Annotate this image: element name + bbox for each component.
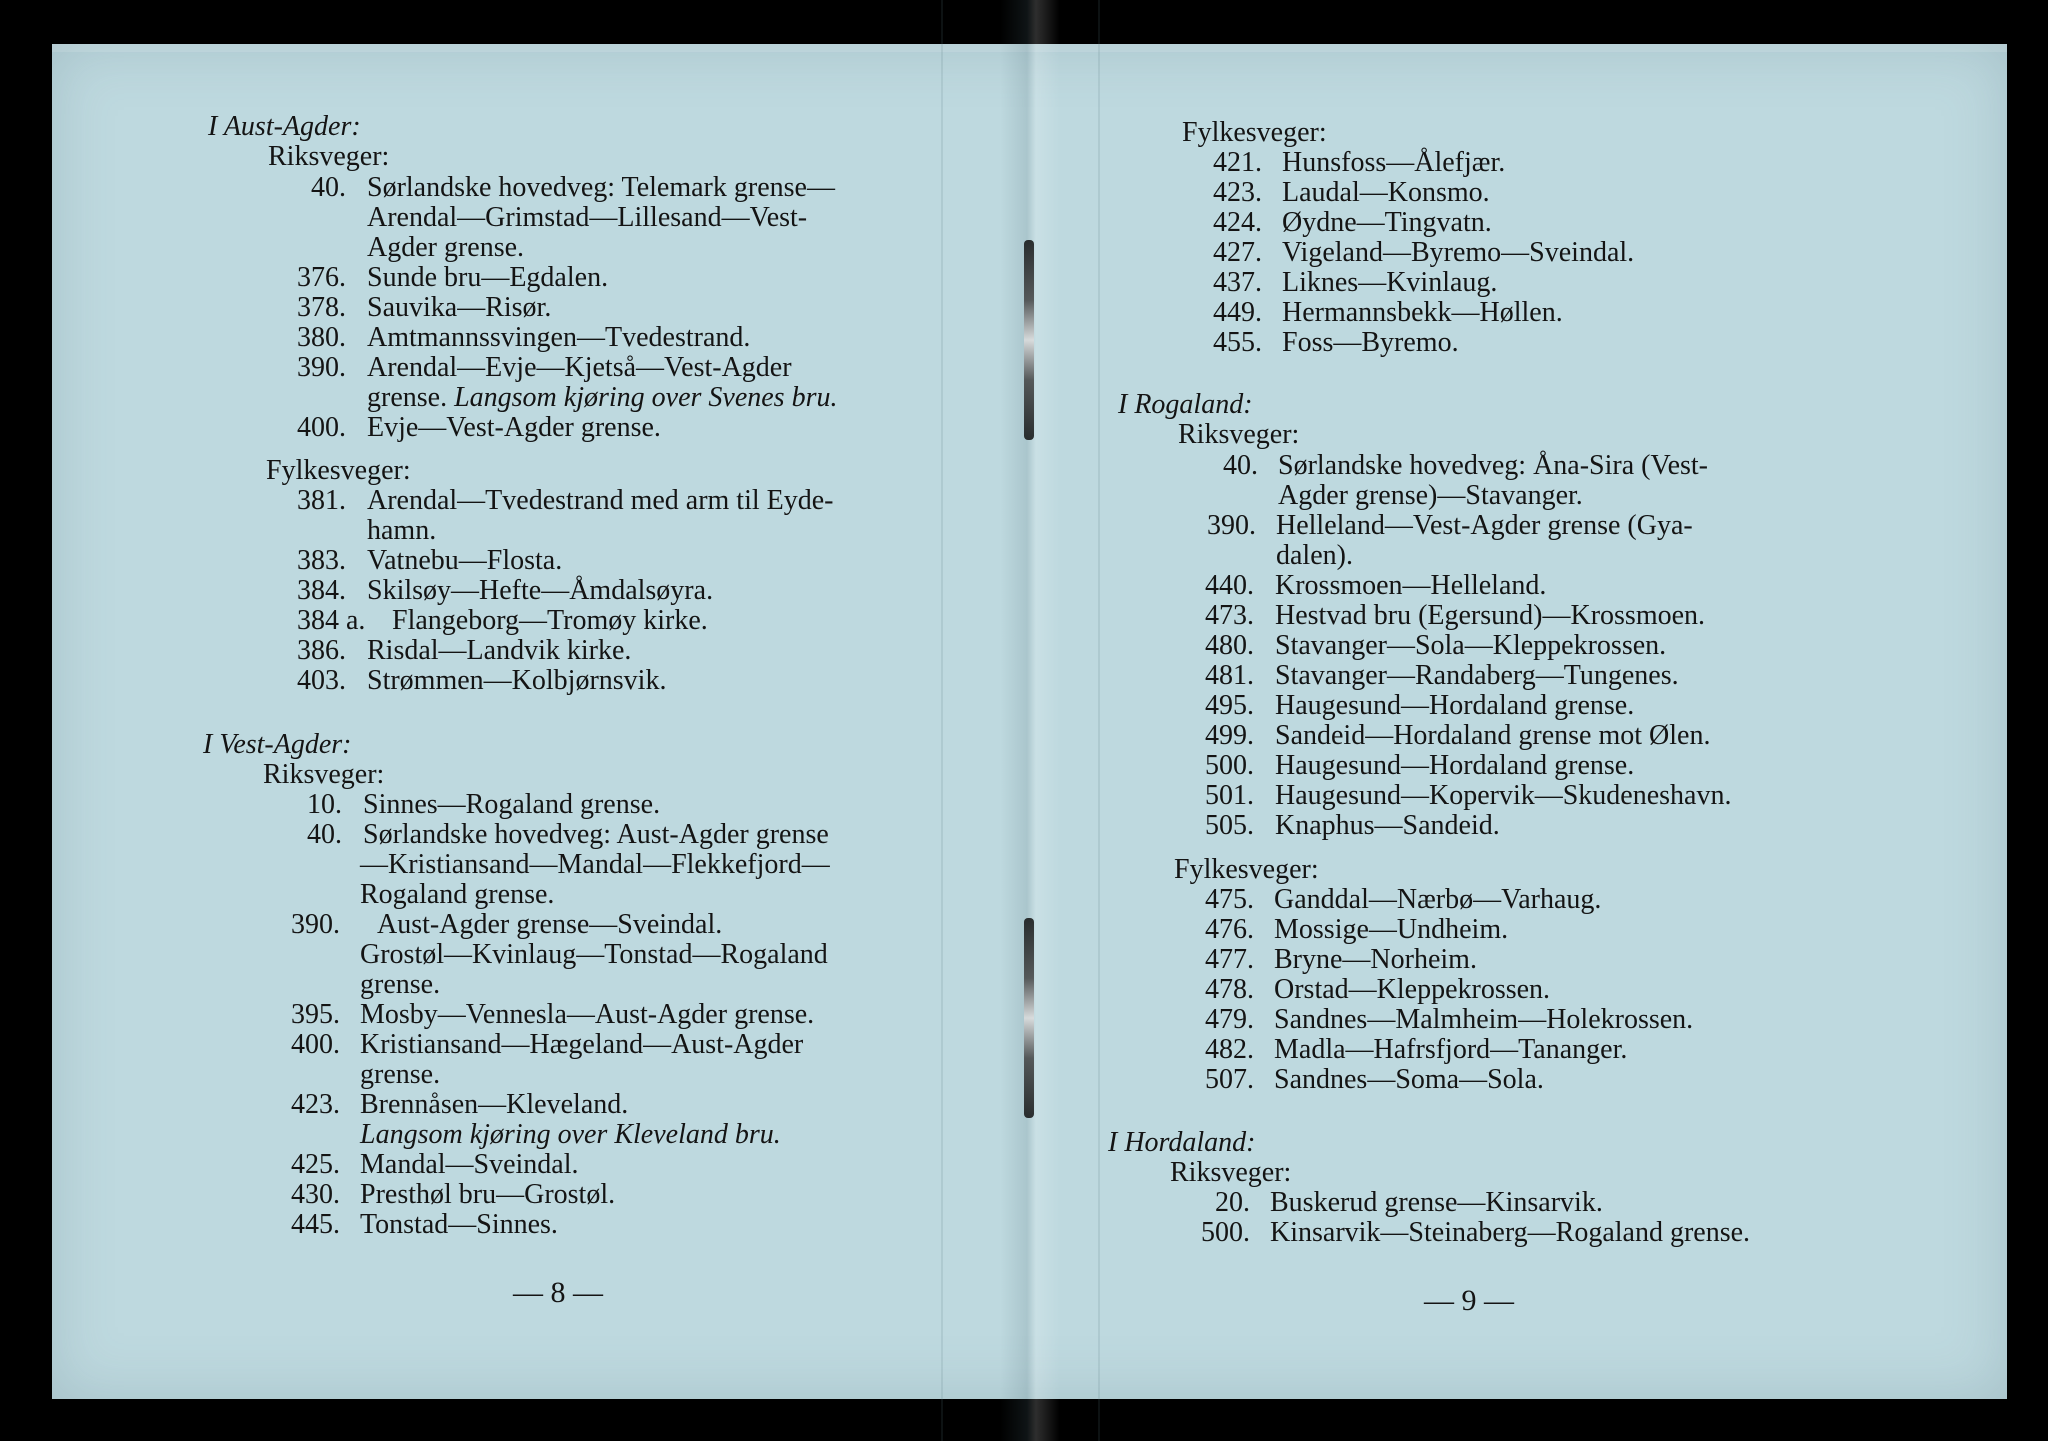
subheading-riksveger: Riksveger: [263,759,385,790]
road-number: 400. [291,1029,340,1060]
road-entry: Strømmen—Kolbjørnsvik. [367,665,667,696]
road-entry-cont [367,383,837,413]
road-entry: Stavanger—Randaberg—Tungenes. [1275,660,1679,691]
fold-crease-left [941,0,943,1441]
road-entry: Kinsarvik—Steinaberg—Rogaland grense. [1270,1217,1751,1248]
subheading-fylkesveger: Fylkesveger: [1182,117,1327,148]
road-entry: Sørlandske hovedveg: Aust-Agder grense [363,819,829,850]
road-entry: Sandnes—Malmheim—Holekrossen. [1274,1004,1694,1035]
road-entry-text: grense. [367,382,448,413]
road-number: 390. [291,909,340,940]
road-number: 480. [1205,630,1254,661]
speed-note: Langsom kjøring over Kleveland bru. [360,1119,781,1150]
road-entry: Mosby—Vennesla—Aust-Agder grense. [360,999,815,1030]
road-number: 403. [297,665,346,696]
road-number: 430. [291,1179,340,1210]
road-entry: Sørlandske hovedveg: Telemark grense— [367,172,835,203]
subheading-fylkesveger: Fylkesveger: [266,455,411,486]
road-entry: Aust-Agder grense—Sveindal. [377,909,723,940]
road-number: 507. [1205,1064,1254,1095]
road-number: 449. [1213,297,1262,328]
road-entry: Haugesund—Hordaland grense. [1275,690,1635,721]
road-entry: Sunde bru—Egdalen. [367,262,609,293]
road-number: 380. [297,322,346,353]
road-number: 505. [1205,810,1254,841]
road-number: 395. [291,999,340,1030]
fold-crease-right [1098,0,1100,1441]
section-heading-hordaland: I Hordaland: [1108,1127,1256,1158]
road-number: 445. [291,1209,340,1240]
road-entry-cont: —Kristiansand—Mandal—Flekkefjord— [360,849,830,880]
staple-bottom-icon [1024,918,1034,1118]
road-number: 500. [1205,750,1254,781]
road-number: 421. [1213,147,1262,178]
road-entry: Liknes—Kvinlaug. [1282,267,1498,298]
road-number: 495. [1205,690,1254,721]
road-number: 383. [297,545,346,576]
road-number: 381. [297,485,346,516]
road-entry: Ganddal—Nærbø—Varhaug. [1274,884,1602,915]
road-entry: Hunsfoss—Ålefjær. [1282,147,1506,178]
road-number: 400. [297,412,346,443]
road-entry: Foss—Byremo. [1282,327,1459,358]
road-entry: Madla—Hafrsfjord—Tananger. [1274,1034,1628,1065]
road-entry: Øydne—Tingvatn. [1282,207,1492,238]
staple-top-icon [1024,240,1034,440]
road-number: 424. [1213,207,1262,238]
road-entry: Haugesund—Kopervik—Skudeneshavn. [1275,780,1732,811]
road-entry: Mandal—Sveindal. [360,1149,579,1180]
road-number: 499. [1205,720,1254,751]
section-heading-vest-agder: I Vest-Agder: [203,729,352,760]
road-number: 479. [1205,1004,1254,1035]
road-entry: Amtmannssvingen—Tvedestrand. [367,322,751,353]
road-number: 473. [1205,600,1254,631]
road-number: 501. [1205,780,1254,811]
road-entry: Orstad—Kleppekrossen. [1274,974,1551,1005]
road-entry: Skilsøy—Hefte—Åmdalsøyra. [367,575,714,606]
road-number: 482. [1205,1034,1254,1065]
road-entry-cont: Rogaland grense. [360,879,555,910]
road-entry: Presthøl bru—Grostøl. [360,1179,616,1210]
road-entry: Bryne—Norheim. [1274,944,1477,975]
page-number-right: — 9 — [1424,1284,1514,1317]
road-entry: Krossmoen—Helleland. [1275,570,1547,601]
road-number: 390. [297,352,346,383]
road-entry-cont: Agder grense)—Stavanger. [1278,480,1583,511]
road-entry: Buskerud grense—Kinsarvik. [1270,1187,1603,1218]
road-entry: Vatnebu—Flosta. [367,545,563,576]
road-number: 425. [291,1149,340,1180]
speed-note: Langsom kjøring over Svenes bru. [454,382,838,413]
road-entry: Laudal—Konsmo. [1282,177,1490,208]
road-entry: Hestvad bru (Egersund)—Krossmoen. [1275,600,1706,631]
road-entry: Haugesund—Hordaland grense. [1275,750,1635,781]
road-entry: Sandeid—Hordaland grense mot Ølen. [1275,720,1711,751]
road-entry-cont: Grostøl—Kvinlaug—Tonstad—Rogaland [360,939,828,970]
road-number: 40. [307,819,342,850]
road-entry-cont: dalen). [1276,540,1353,571]
road-number: 390. [1207,510,1256,541]
road-entry: Sandnes—Soma—Sola. [1274,1064,1544,1095]
road-number: 440. [1205,570,1254,601]
road-entry: Flangeborg—Tromøy kirke. [392,605,708,636]
road-number: 384 a. [297,605,366,636]
road-number: 384. [297,575,346,606]
road-entry: Knaphus—Sandeid. [1275,810,1500,841]
section-heading-aust-agder: I Aust-Agder: [208,111,361,142]
road-number: 427. [1213,237,1262,268]
road-entry: Stavanger—Sola—Kleppekrossen. [1275,630,1667,661]
subheading-riksveger: Riksveger: [268,141,390,172]
road-number: 437. [1213,267,1262,298]
road-number: 455. [1213,327,1262,358]
center-fold [1000,0,1060,1441]
road-number: 423. [291,1089,340,1120]
road-number: 40. [1223,450,1258,481]
road-entry: Helleland—Vest-Agder grense (Gya- [1276,510,1693,541]
road-entry: Evje—Vest-Agder grense. [367,412,661,443]
road-number: 10. [307,789,342,820]
road-number: 481. [1205,660,1254,691]
road-number: 376. [297,262,346,293]
road-entry: Hermannsbekk—Høllen. [1282,297,1563,328]
road-number: 20. [1215,1187,1250,1218]
road-entry: Kristiansand—Hægeland—Aust-Agder [360,1029,804,1060]
road-entry-cont: grense. [360,969,441,1000]
road-entry: Sørlandske hovedveg: Åna-Sira (Vest- [1278,450,1709,481]
road-entry: Mossige—Undheim. [1274,914,1509,945]
road-number: 40. [311,172,346,203]
road-number: 475. [1205,884,1254,915]
road-entry: Sinnes—Rogaland grense. [363,789,661,820]
road-entry: Arendal—Evje—Kjetså—Vest-Agder [367,352,792,383]
road-number: 478. [1205,974,1254,1005]
road-entry: Tonstad—Sinnes. [360,1209,558,1240]
page-number-left: — 8 — [513,1276,603,1309]
road-number: 477. [1205,944,1254,975]
subheading-riksveger: Riksveger: [1178,419,1300,450]
road-entry: Brennåsen—Kleveland. [360,1089,629,1120]
road-number: 386. [297,635,346,666]
road-entry-cont: hamn. [367,515,437,546]
road-number: 476. [1205,914,1254,945]
road-number: 423. [1213,177,1262,208]
road-entry: Sauvika—Risør. [367,292,552,323]
road-entry-cont: Arendal—Grimstad—Lillesand—Vest- [367,202,808,233]
road-number: 378. [297,292,346,323]
road-number: 500. [1201,1217,1250,1248]
road-entry: Vigeland—Byremo—Sveindal. [1282,237,1635,268]
section-heading-rogaland: I Rogaland: [1118,389,1253,420]
subheading-fylkesveger: Fylkesveger: [1174,854,1319,885]
subheading-riksveger: Riksveger: [1170,1157,1292,1188]
road-entry: Arendal—Tvedestrand med arm til Eyde- [367,485,834,516]
road-entry-cont: grense. [360,1059,441,1090]
road-entry: Risdal—Landvik kirke. [367,635,632,666]
road-entry-cont: Agder grense. [367,232,525,263]
